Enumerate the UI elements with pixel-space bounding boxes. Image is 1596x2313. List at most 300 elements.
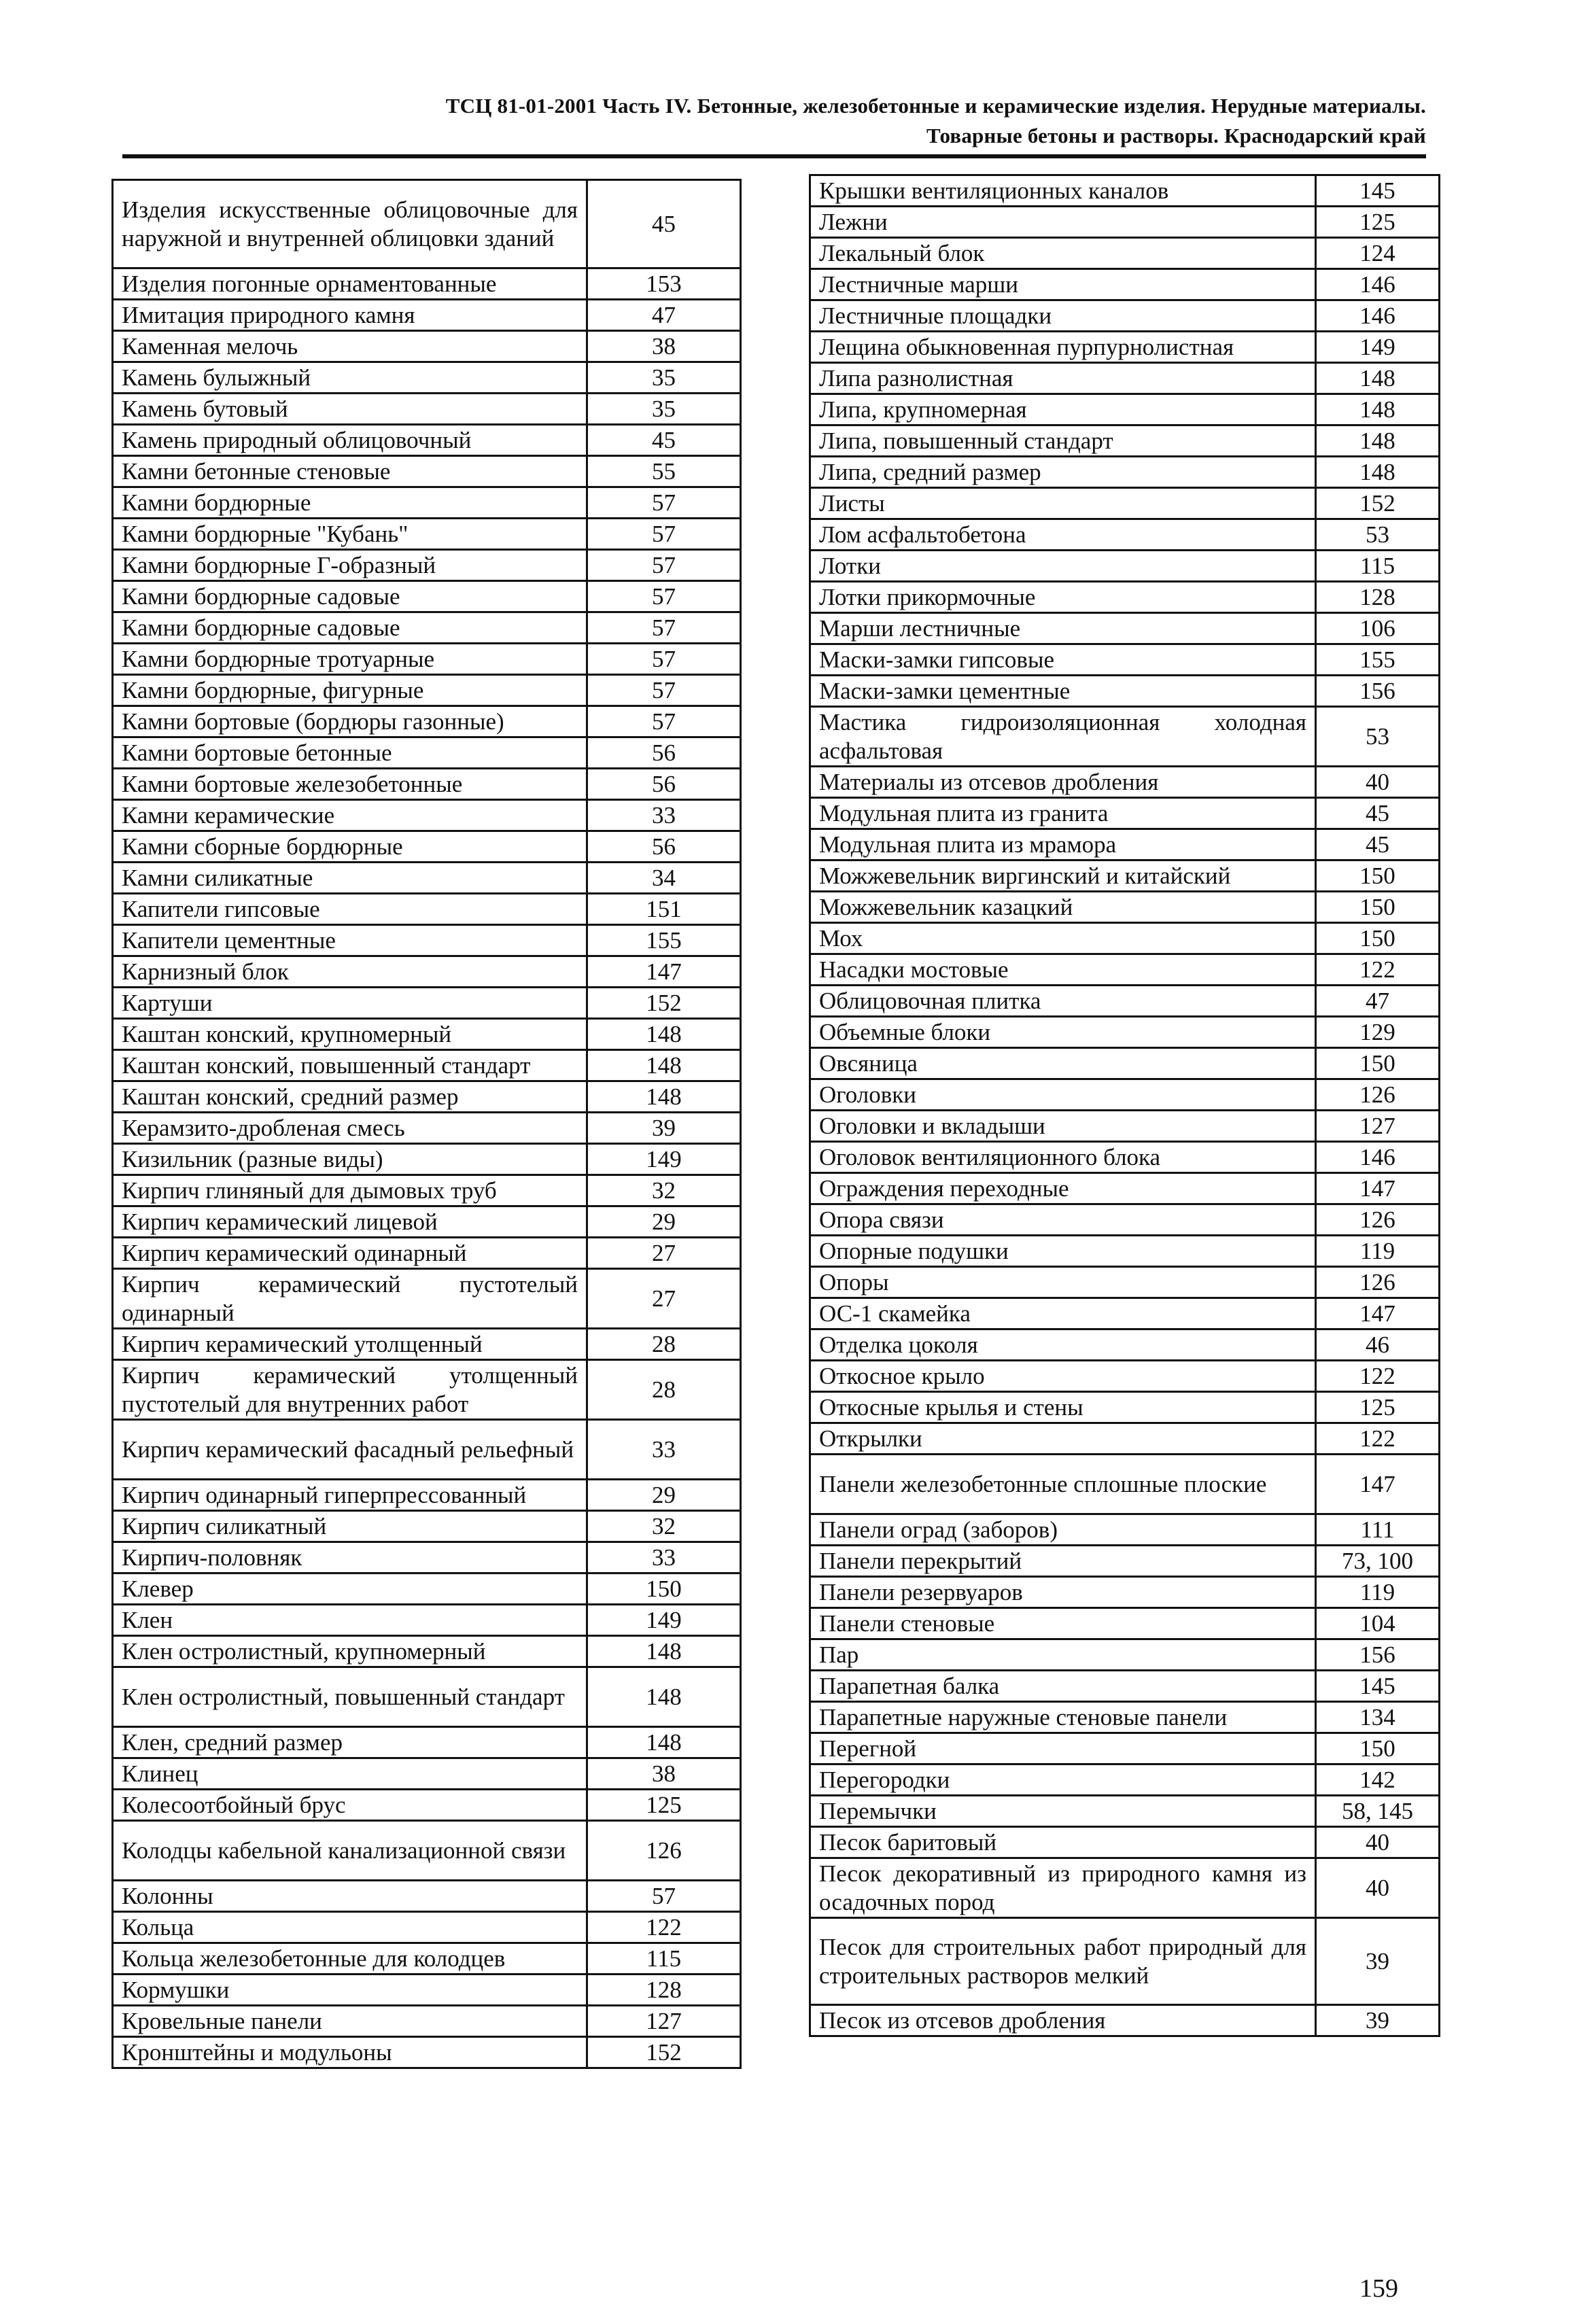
index-term: Кирпич керамический пустотелый одинарный bbox=[113, 1269, 587, 1329]
index-term: Капители гипсовые bbox=[113, 894, 587, 925]
index-term: Липа, крупномерная bbox=[810, 394, 1316, 425]
index-page-ref: 28 bbox=[587, 1360, 741, 1420]
index-page-ref: 57 bbox=[587, 519, 741, 550]
index-term: Открылки bbox=[810, 1423, 1316, 1455]
index-term: Песок из отсевов дробления bbox=[810, 2005, 1316, 2036]
index-term: Лом асфальтобетона bbox=[810, 519, 1316, 551]
index-term: Кирпич керамический утолщенный пустотелый для внутренних работ bbox=[113, 1360, 587, 1420]
index-row bbox=[810, 175, 1440, 207]
index-row bbox=[113, 612, 741, 644]
index-row bbox=[810, 1392, 1440, 1423]
index-page-ref: 45 bbox=[587, 425, 741, 456]
header-rule bbox=[122, 154, 1426, 158]
index-term: Кирпич керамический фасадный рельефный bbox=[113, 1420, 587, 1480]
index-term: Объемные блоки bbox=[810, 1017, 1316, 1048]
index-page-ref: 127 bbox=[587, 2006, 741, 2037]
index-term: Кирпич керамический лицевой bbox=[113, 1206, 587, 1238]
index-term: Камни бортовые (бордюры газонные) bbox=[113, 706, 587, 737]
index-page-ref: 146 bbox=[1316, 269, 1440, 300]
index-term: Перемычки bbox=[810, 1796, 1316, 1827]
index-term: Кольца bbox=[113, 1912, 587, 1943]
index-row bbox=[113, 1758, 741, 1790]
index-term: Колодцы кабельной канализационной связи bbox=[113, 1821, 587, 1881]
index-page-ref: 145 bbox=[1316, 1671, 1440, 1702]
index-page-ref: 32 bbox=[587, 1511, 741, 1542]
index-page-ref: 150 bbox=[1316, 1733, 1440, 1764]
index-page-ref: 152 bbox=[587, 988, 741, 1019]
index-page-ref: 57 bbox=[587, 675, 741, 706]
index-page-ref: 148 bbox=[1316, 457, 1440, 488]
index-page-ref: 148 bbox=[1316, 394, 1440, 425]
index-term: Модульная плита из гранита bbox=[810, 798, 1316, 829]
index-page-ref: 47 bbox=[587, 300, 741, 331]
index-row bbox=[810, 551, 1440, 582]
index-term: Камни силикатные bbox=[113, 863, 587, 894]
index-page-ref: 125 bbox=[587, 1790, 741, 1821]
header-line-1: ТСЦ 81-01-2001 Часть IV. Бетонные, железобетонные и керамические изделия. Нерудные материалы. bbox=[445, 94, 1426, 118]
index-page-ref: 122 bbox=[1316, 954, 1440, 986]
index-row bbox=[810, 676, 1440, 707]
index-page-ref: 33 bbox=[587, 800, 741, 831]
index-row bbox=[113, 1144, 741, 1175]
index-term: Можжевельник виргинский и китайский bbox=[810, 860, 1316, 892]
index-page-ref: 151 bbox=[587, 894, 741, 925]
index-term: Камни бордюрные "Кубань" bbox=[113, 519, 587, 550]
index-page-ref: 39 bbox=[587, 1113, 741, 1144]
index-page-ref: 27 bbox=[587, 1238, 741, 1269]
index-term: Камни бетонные стеновые bbox=[113, 456, 587, 487]
index-page-ref: 119 bbox=[1316, 1236, 1440, 1267]
index-row bbox=[810, 1329, 1440, 1361]
index-page-ref: 128 bbox=[587, 1975, 741, 2006]
index-term: Можжевельник казацкий bbox=[810, 892, 1316, 923]
index-term: Камень булыжный bbox=[113, 362, 587, 394]
index-table-left-body bbox=[113, 180, 741, 2068]
index-term: Камни бордюрные садовые bbox=[113, 612, 587, 644]
index-page-ref: 142 bbox=[1316, 1764, 1440, 1796]
index-term: Камни бордюрные bbox=[113, 487, 587, 519]
index-row bbox=[810, 829, 1440, 860]
index-page-ref: 148 bbox=[587, 1019, 741, 1050]
index-page-ref: 111 bbox=[1316, 1514, 1440, 1546]
index-row bbox=[810, 1514, 1440, 1546]
index-page-ref: 150 bbox=[1316, 892, 1440, 923]
index-term: Колонны bbox=[113, 1881, 587, 1912]
index-page-ref: 32 bbox=[587, 1175, 741, 1206]
index-page-ref: 28 bbox=[587, 1329, 741, 1360]
index-page-ref: 35 bbox=[587, 394, 741, 425]
index-term: Крышки вентиляционных каналов bbox=[810, 175, 1316, 207]
index-row bbox=[113, 1573, 741, 1605]
index-page-ref: 129 bbox=[1316, 1017, 1440, 1048]
index-row bbox=[113, 362, 741, 394]
index-page-ref: 119 bbox=[1316, 1577, 1440, 1608]
index-term: Мох bbox=[810, 923, 1316, 954]
index-term: Панели стеновые bbox=[810, 1608, 1316, 1639]
index-row bbox=[810, 1827, 1440, 1858]
index-term: Маски-замки гипсовые bbox=[810, 644, 1316, 676]
index-page-ref: 56 bbox=[587, 737, 741, 769]
index-row bbox=[113, 831, 741, 863]
index-page-ref: 126 bbox=[1316, 1267, 1440, 1298]
index-page-ref: 125 bbox=[1316, 207, 1440, 238]
index-page-ref: 58, 145 bbox=[1316, 1796, 1440, 1827]
index-page-ref: 156 bbox=[1316, 1639, 1440, 1671]
index-row bbox=[810, 1702, 1440, 1733]
index-row bbox=[810, 1546, 1440, 1577]
index-row bbox=[113, 644, 741, 675]
index-row bbox=[810, 238, 1440, 269]
index-row bbox=[113, 1727, 741, 1758]
index-row bbox=[810, 1796, 1440, 1827]
index-row bbox=[113, 706, 741, 737]
index-page-ref: 150 bbox=[1316, 1048, 1440, 1079]
index-page-ref: 57 bbox=[587, 1881, 741, 1912]
index-term: Имитация природного камня bbox=[113, 300, 587, 331]
index-row bbox=[810, 1017, 1440, 1048]
index-row bbox=[113, 675, 741, 706]
index-page-ref: 122 bbox=[587, 1912, 741, 1943]
index-term: Клевер bbox=[113, 1573, 587, 1605]
index-row bbox=[113, 550, 741, 581]
index-row bbox=[810, 1048, 1440, 1079]
index-row bbox=[810, 707, 1440, 767]
index-row bbox=[113, 2037, 741, 2068]
index-term: Камни бордюрные, фигурные bbox=[113, 675, 587, 706]
index-row bbox=[113, 268, 741, 300]
index-row bbox=[113, 300, 741, 331]
index-page-ref: 156 bbox=[1316, 676, 1440, 707]
index-page-ref: 147 bbox=[1316, 1298, 1440, 1329]
index-page-ref: 57 bbox=[587, 581, 741, 612]
index-term: Панели железобетонные сплошные плоские bbox=[810, 1455, 1316, 1514]
index-page-ref: 73, 100 bbox=[1316, 1546, 1440, 1577]
index-page-ref: 106 bbox=[1316, 613, 1440, 644]
index-row bbox=[113, 425, 741, 456]
index-table-right bbox=[809, 174, 1440, 2037]
index-row bbox=[113, 1605, 741, 1636]
index-row bbox=[113, 1480, 741, 1511]
index-page-ref: 115 bbox=[587, 1943, 741, 1975]
index-row bbox=[810, 1455, 1440, 1514]
index-row bbox=[113, 1113, 741, 1144]
index-row bbox=[113, 180, 741, 268]
index-row bbox=[113, 1667, 741, 1727]
index-term: Марши лестничные bbox=[810, 613, 1316, 644]
index-term: Каштан конский, средний размер bbox=[113, 1081, 587, 1113]
index-page-ref: 45 bbox=[1316, 829, 1440, 860]
index-row bbox=[113, 1912, 741, 1943]
index-row bbox=[113, 1542, 741, 1573]
index-page-ref: 122 bbox=[1316, 1361, 1440, 1392]
index-term: Опора связи bbox=[810, 1204, 1316, 1236]
index-page-ref: 56 bbox=[587, 831, 741, 863]
index-term: Лестничные площадки bbox=[810, 300, 1316, 332]
index-row bbox=[113, 1636, 741, 1667]
index-page-ref: 33 bbox=[587, 1420, 741, 1480]
index-row bbox=[113, 581, 741, 612]
index-row bbox=[113, 1050, 741, 1081]
index-term: Клинец bbox=[113, 1758, 587, 1790]
index-row bbox=[113, 487, 741, 519]
index-term: Ограждения переходные bbox=[810, 1173, 1316, 1204]
index-term: Оголовки bbox=[810, 1079, 1316, 1111]
index-table-right-body bbox=[810, 175, 1440, 2036]
index-term: Пар bbox=[810, 1639, 1316, 1671]
index-term: Камни бордюрные Г-образный bbox=[113, 550, 587, 581]
index-row bbox=[810, 1298, 1440, 1329]
index-row bbox=[810, 300, 1440, 332]
index-page-ref: 148 bbox=[587, 1636, 741, 1667]
index-term: Лестничные марши bbox=[810, 269, 1316, 300]
index-term: Отделка цоколя bbox=[810, 1329, 1316, 1361]
index-term: Кирпич керамический одинарный bbox=[113, 1238, 587, 1269]
index-term: Кирпич керамический утолщенный bbox=[113, 1329, 587, 1360]
index-term: Камень бутовый bbox=[113, 394, 587, 425]
index-page-ref: 148 bbox=[587, 1727, 741, 1758]
index-row bbox=[810, 1918, 1440, 2005]
index-term: Каменная мелочь bbox=[113, 331, 587, 362]
index-row bbox=[810, 1858, 1440, 1918]
page-number: 159 bbox=[1359, 2274, 1398, 2303]
index-page-ref: 127 bbox=[1316, 1111, 1440, 1142]
index-row bbox=[113, 800, 741, 831]
index-row bbox=[113, 1238, 741, 1269]
index-row bbox=[810, 1577, 1440, 1608]
index-row bbox=[113, 894, 741, 925]
index-term: Картуши bbox=[113, 988, 587, 1019]
index-page-ref: 148 bbox=[587, 1081, 741, 1113]
index-term: Кирпич одинарный гиперпрессованный bbox=[113, 1480, 587, 1511]
index-page-ref: 126 bbox=[587, 1821, 741, 1881]
index-row bbox=[810, 1173, 1440, 1204]
index-page-ref: 115 bbox=[1316, 551, 1440, 582]
index-term: Кормушки bbox=[113, 1975, 587, 2006]
index-row bbox=[810, 613, 1440, 644]
index-term: Маски-замки цементные bbox=[810, 676, 1316, 707]
index-row bbox=[810, 488, 1440, 519]
index-term: Парапетные наружные стеновые панели bbox=[810, 1702, 1316, 1733]
index-row bbox=[810, 1267, 1440, 1298]
index-row bbox=[113, 1975, 741, 2006]
index-term: Липа разнолистная bbox=[810, 363, 1316, 394]
index-term: Колесоотбойный брус bbox=[113, 1790, 587, 1821]
index-page-ref: 34 bbox=[587, 863, 741, 894]
index-page-ref: 38 bbox=[587, 331, 741, 362]
index-row bbox=[113, 1081, 741, 1113]
index-page-ref: 57 bbox=[587, 706, 741, 737]
index-row bbox=[810, 1764, 1440, 1796]
index-page-ref: 152 bbox=[1316, 488, 1440, 519]
index-row bbox=[810, 1639, 1440, 1671]
index-page-ref: 147 bbox=[1316, 1455, 1440, 1514]
index-row bbox=[113, 1206, 741, 1238]
index-term: Опоры bbox=[810, 1267, 1316, 1298]
index-term: Мастика гидроизоляционная холодная асфальтовая bbox=[810, 707, 1316, 767]
index-term: Листы bbox=[810, 488, 1316, 519]
index-term: Карнизный блок bbox=[113, 956, 587, 988]
index-row bbox=[113, 394, 741, 425]
index-page-ref: 148 bbox=[1316, 425, 1440, 457]
index-page-ref: 147 bbox=[1316, 1173, 1440, 1204]
index-row bbox=[113, 863, 741, 894]
index-row bbox=[113, 925, 741, 956]
index-row bbox=[113, 1511, 741, 1542]
index-page-ref: 45 bbox=[587, 180, 741, 268]
index-page-ref: 149 bbox=[587, 1144, 741, 1175]
index-row bbox=[810, 425, 1440, 457]
index-row bbox=[810, 923, 1440, 954]
index-row bbox=[810, 363, 1440, 394]
index-row bbox=[113, 1420, 741, 1480]
index-term: Парапетная балка bbox=[810, 1671, 1316, 1702]
index-page-ref: 149 bbox=[1316, 332, 1440, 363]
index-term: Облицовочная плитка bbox=[810, 986, 1316, 1017]
index-term: Лежни bbox=[810, 207, 1316, 238]
index-page-ref: 122 bbox=[1316, 1423, 1440, 1455]
index-page-ref: 40 bbox=[1316, 1858, 1440, 1918]
index-page-ref: 124 bbox=[1316, 238, 1440, 269]
index-term: Камни бордюрные садовые bbox=[113, 581, 587, 612]
index-term: Камни бордюрные тротуарные bbox=[113, 644, 587, 675]
index-row bbox=[810, 767, 1440, 798]
index-term: Откосное крыло bbox=[810, 1361, 1316, 1392]
index-page-ref: 57 bbox=[587, 487, 741, 519]
index-term: Панели перекрытий bbox=[810, 1546, 1316, 1577]
index-row bbox=[810, 519, 1440, 551]
index-row bbox=[810, 394, 1440, 425]
index-row bbox=[810, 2005, 1440, 2036]
index-page-ref: 149 bbox=[587, 1605, 741, 1636]
index-row bbox=[113, 1360, 741, 1420]
index-row bbox=[113, 1790, 741, 1821]
index-page-ref: 134 bbox=[1316, 1702, 1440, 1733]
index-row bbox=[810, 1361, 1440, 1392]
index-page-ref: 47 bbox=[1316, 986, 1440, 1017]
index-term: Камни керамические bbox=[113, 800, 587, 831]
header-line-2: Товарные бетоны и растворы. Краснодарский край bbox=[926, 124, 1426, 147]
index-page-ref: 148 bbox=[1316, 363, 1440, 394]
index-page-ref: 33 bbox=[587, 1542, 741, 1573]
index-term: Панели оград (заборов) bbox=[810, 1514, 1316, 1546]
index-term: Насадки мостовые bbox=[810, 954, 1316, 986]
index-row bbox=[810, 1236, 1440, 1267]
index-page-ref: 38 bbox=[587, 1758, 741, 1790]
index-term: Лотки прикормочные bbox=[810, 582, 1316, 613]
index-term: Материалы из отсевов дробления bbox=[810, 767, 1316, 798]
index-term: Панели резервуаров bbox=[810, 1577, 1316, 1608]
index-term: Изделия погонные орнаментованные bbox=[113, 268, 587, 300]
index-row bbox=[113, 519, 741, 550]
index-term: Кирпич силикатный bbox=[113, 1511, 587, 1542]
index-term: Изделия искусственные облицовочные для наружной и внутренней облицовки зданий bbox=[113, 180, 587, 268]
index-row bbox=[810, 1733, 1440, 1764]
index-page-ref: 39 bbox=[1316, 2005, 1440, 2036]
index-term: Клен, средний размер bbox=[113, 1727, 587, 1758]
index-page-ref: 57 bbox=[587, 550, 741, 581]
index-term: Кронштейны и модульоны bbox=[113, 2037, 587, 2068]
index-row bbox=[113, 331, 741, 362]
index-term: Клен остролистный, крупномерный bbox=[113, 1636, 587, 1667]
index-term: Опорные подушки bbox=[810, 1236, 1316, 1267]
index-page-ref: 147 bbox=[587, 956, 741, 988]
index-term: Камни бортовые железобетонные bbox=[113, 769, 587, 800]
index-page-ref: 155 bbox=[587, 925, 741, 956]
index-page-ref: 55 bbox=[587, 456, 741, 487]
index-row bbox=[810, 860, 1440, 892]
index-row bbox=[113, 2006, 741, 2037]
index-term: Каштан конский, крупномерный bbox=[113, 1019, 587, 1050]
index-page-ref: 45 bbox=[1316, 798, 1440, 829]
index-page-ref: 150 bbox=[1316, 923, 1440, 954]
index-page-ref: 39 bbox=[1316, 1918, 1440, 2005]
index-row bbox=[810, 1111, 1440, 1142]
running-header bbox=[122, 91, 1426, 151]
index-row bbox=[810, 644, 1440, 676]
index-page-ref: 153 bbox=[587, 268, 741, 300]
index-row bbox=[113, 1329, 741, 1360]
index-term: Лекальный блок bbox=[810, 238, 1316, 269]
index-page-ref: 145 bbox=[1316, 175, 1440, 207]
index-term: Клен bbox=[113, 1605, 587, 1636]
index-row bbox=[113, 1175, 741, 1206]
index-term: Камни бортовые бетонные bbox=[113, 737, 587, 769]
index-row bbox=[810, 269, 1440, 300]
index-row bbox=[113, 1821, 741, 1881]
index-page-ref: 53 bbox=[1316, 519, 1440, 551]
index-row bbox=[810, 582, 1440, 613]
index-page-ref: 150 bbox=[587, 1573, 741, 1605]
index-row bbox=[810, 332, 1440, 363]
index-term: Кирпич глиняный для дымовых труб bbox=[113, 1175, 587, 1206]
index-row bbox=[113, 956, 741, 988]
index-row bbox=[810, 1423, 1440, 1455]
index-page-ref: 57 bbox=[587, 612, 741, 644]
index-term: Кирпич-половняк bbox=[113, 1542, 587, 1573]
index-page-ref: 40 bbox=[1316, 1827, 1440, 1858]
index-term: Каштан конский, повышенный стандарт bbox=[113, 1050, 587, 1081]
index-row bbox=[113, 456, 741, 487]
index-page-ref: 104 bbox=[1316, 1608, 1440, 1639]
index-row bbox=[810, 1671, 1440, 1702]
index-term: Откосные крылья и стены bbox=[810, 1392, 1316, 1423]
index-table-left bbox=[111, 179, 742, 2069]
index-term: Лещина обыкновенная пурпурнолистная bbox=[810, 332, 1316, 363]
index-term: Камни сборные бордюрные bbox=[113, 831, 587, 863]
index-term: Камень природный облицовочный bbox=[113, 425, 587, 456]
index-term: Липа, средний размер bbox=[810, 457, 1316, 488]
index-term: Оголовок вентиляционного блока bbox=[810, 1142, 1316, 1173]
index-row bbox=[810, 1204, 1440, 1236]
index-row bbox=[810, 798, 1440, 829]
index-term: Модульная плита из мрамора bbox=[810, 829, 1316, 860]
index-page-ref: 126 bbox=[1316, 1079, 1440, 1111]
index-page-ref: 57 bbox=[587, 644, 741, 675]
index-row bbox=[113, 737, 741, 769]
index-row bbox=[810, 1608, 1440, 1639]
index-row bbox=[810, 207, 1440, 238]
index-row bbox=[810, 1079, 1440, 1111]
index-row bbox=[113, 1269, 741, 1329]
index-term: Кизильник (разные виды) bbox=[113, 1144, 587, 1175]
index-row bbox=[113, 1881, 741, 1912]
index-page-ref: 146 bbox=[1316, 300, 1440, 332]
index-row bbox=[810, 954, 1440, 986]
index-page-ref: 148 bbox=[587, 1667, 741, 1727]
index-page-ref: 125 bbox=[1316, 1392, 1440, 1423]
index-page-ref: 155 bbox=[1316, 644, 1440, 676]
index-term: Песок для строительных работ природный для строительных растворов мелкий bbox=[810, 1918, 1316, 2005]
